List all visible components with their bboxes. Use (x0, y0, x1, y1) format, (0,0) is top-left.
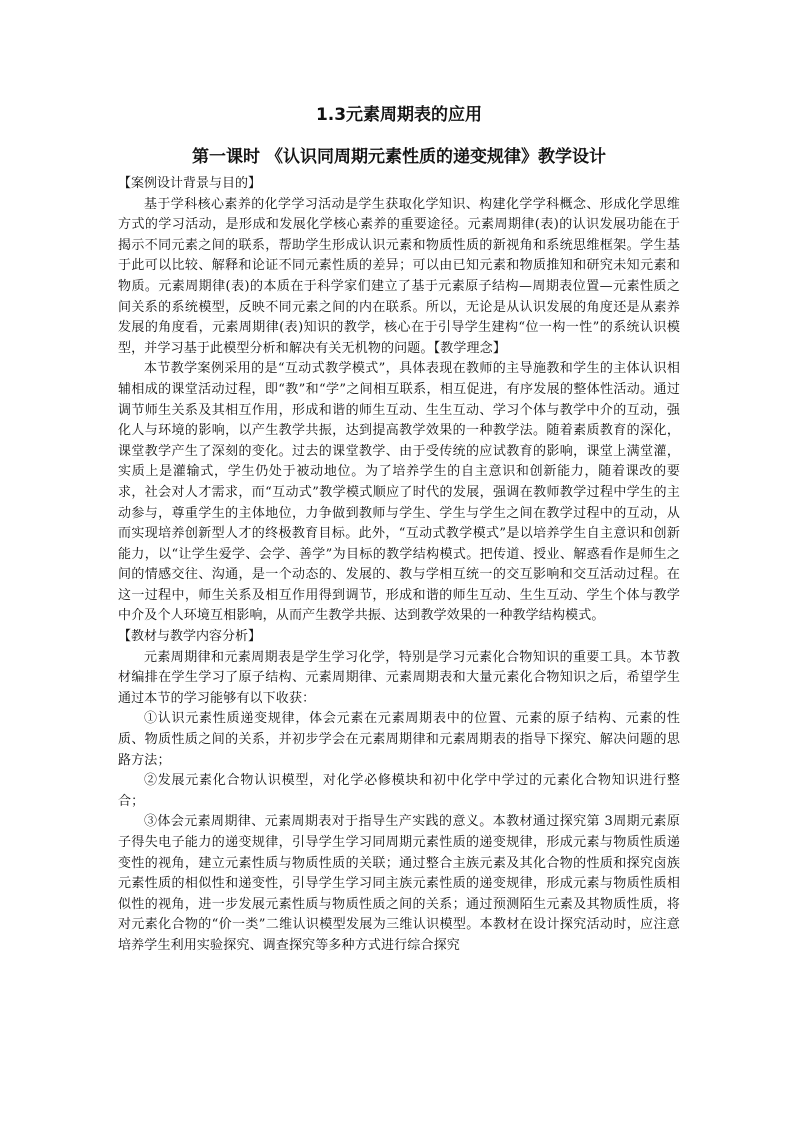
section-heading-analysis: 【教材与教学内容分析】 (118, 629, 262, 645)
paragraph-teaching-philosophy: 本节教学案例采用的是“互动式教学模式”，具体表现在教师的主导施教和学生的主体认识相辅相成的课堂活动过程，即“教”和“学”之间相互联系，相互促进，有序发展的整体性活动。通过调节师生关系及其相互作用，形成和谐的师生互动、生生互动、学习个体与教学中介的互动，强化人与环境的影响，以产生教学共振，达到提高教学效果的一种教学法。随着素质教育的深化，课堂教学产生了深刻的变化。过去的课堂教学、由于受传统的应试教育的影响，课堂上满堂灌，实质上是灌输式，学生仍处于被动地位。为了培养学生的自主意识和创新能力，随着课改的要求，社会对人才需求，而“互动式”教学模式顺应了时代的发展，强调在教师教学过程中学生的主动参与，尊重学生的主体地位，力争做到教师与学生、学生与学生之间在教学过程中的互动，从而实现培养创新型人才的终极教育目标。此外，“互动式教学模式”是以培养学生自主意识和创新能力，以“让学生爱学、会学、善学”为目标的教学结构模式。把传道、授业、解惑看作是师生之间的情感交往、沟通，是一个动态的、发展的、教与学相互统一的交互影响和交互活动过程。在这一过程中，师生关系及相互作用得到调节，形成和谐的师生互动、生生互动、学生个体与教学中介及个人环境互相影响，从而产生教学共振、达到教学效果的一种教学结构模式。 (118, 361, 680, 624)
list-item-goal-2: ②发展元素化合物认识模型，对化学必修模块和初中化学中学过的元素化合物知识进行整合； (118, 773, 680, 809)
list-item-goal-1: ①认识元素性质递变规律，体会元素在元素周期表中的位置、元素的原子结构、元素的性质、物质性质之间的关系，并初步学会在元素周期律和元素周期表的指导下探究、解决问题的思路方法； (118, 711, 680, 768)
paragraph-analysis-intro: 元素周期律和元素周期表是学生学习化学，特别是学习元素化合物知识的重要工具。本节教材编排在学生学习了原子结构、元素周期律、元素周期表和大量元素化合物知识之后，希望学生通过本节的学习能够有以下收获： (118, 649, 680, 706)
list-item-goal-3: ③体会元素周期律、元素周期表对于指导生产实践的意义。本教材通过探究第 3周期元素原子得失电子能力的递变规律，引导学生学习同周期元素性质的递变规律，形成元素与物质性质递变性的视角，建立元素性质与物质性质的关联；通过整合主族元素及其化合物的性质和探究卤族元素性质的相似性和递变性，引导学生学习同主族元素性质的递变规律，形成元素与物质性质相似性的视角，进一步发展元素性质与物质性质之间的关系；通过预测陌生元素及其物质性质，将对元素化合物的“价一类”二维认识模型发展为三维认识模型。本教材在设计探究活动时，应注意培养学生利用实验探究、调查探究等多种方式进行综合探究 (118, 814, 680, 953)
paragraph-background: 基于学科核心素养的化学学习活动是学生获取化学知识、构建化学学科概念、形成化学思维方式的学习活动，是形成和发展化学核心素养的重要途径。元素周期律(表)的认识发展功能在于揭示不同元素之间的联系，帮助学生形成认识元素和物质性质的新视角和系统思维框架。学生基于此可以比较、解释和论证不同元素性质的差异；可以由已知元素和物质推知和研究未知元素和物质。元素周期律(表)的本质在于科学家们建立了基于元素原子结构—周期表位置—元素性质之间关系的系统模型，反映不同元素之间的内在联系。所以，无论是从认识发展的角度还是从素养发展的角度看，元素周期律(表)知识的教学，核心在于引导学生建构“位一构一性”的系统认识模型，并学习基于此模型分析和解决有关无机物的问题。【教学理念】 (118, 196, 680, 356)
section-heading-background: 【案例设计背景与目的】 (118, 176, 262, 191)
document-page (118, 100, 680, 957)
document-title: 1.3元素周期表的应用 (315, 105, 483, 125)
document-subtitle: 第一课时 《认识同周期元素性质的递变规律》教学设计 (192, 147, 606, 167)
